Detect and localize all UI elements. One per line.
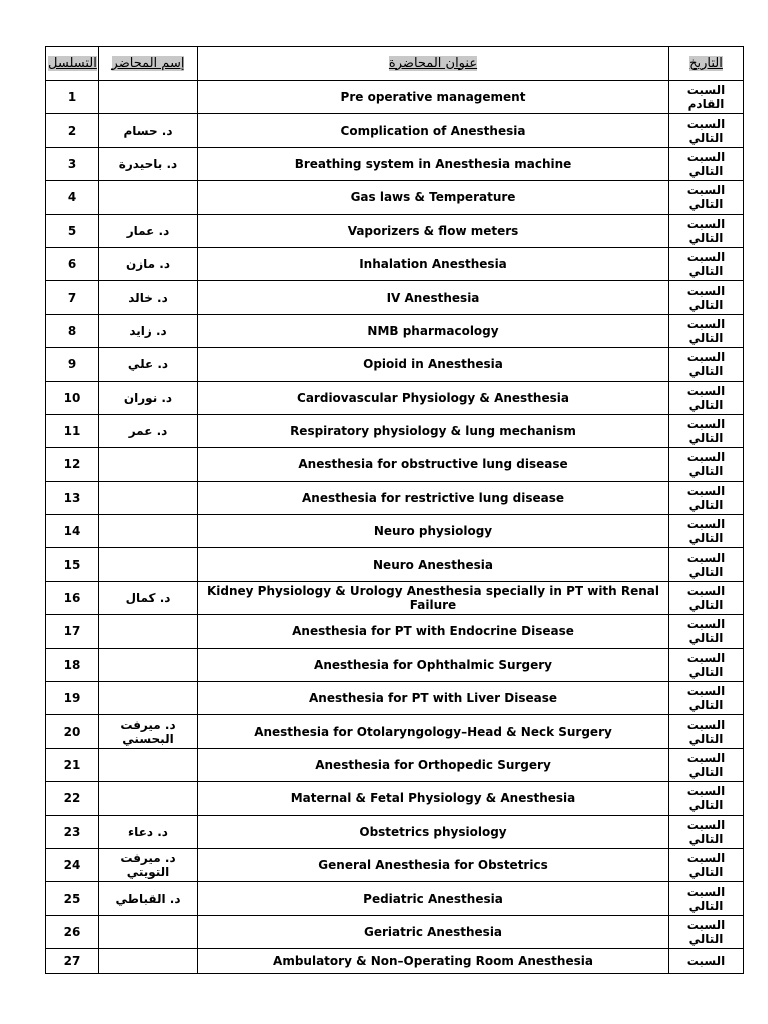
- table-row: [46, 414, 744, 447]
- row-lecturer: د. ميرفت البحسني: [99, 715, 198, 748]
- row-number: 22: [46, 782, 99, 815]
- header-title: [198, 47, 669, 81]
- row-date: السبت القادم: [669, 81, 744, 114]
- table-row: [46, 181, 744, 214]
- row-date: السبت التالي: [669, 381, 744, 414]
- row-lecturer: د. عمر: [99, 414, 198, 447]
- row-date: السبت التالي: [669, 348, 744, 381]
- header-lecturer-label: إسم المحاضر: [111, 55, 185, 71]
- row-date: السبت التالي: [669, 915, 744, 948]
- row-number: 16: [46, 581, 99, 614]
- row-lecturer: د. علي: [99, 348, 198, 381]
- table-row: [46, 848, 744, 881]
- table-row: [46, 515, 744, 548]
- table-row: [46, 715, 744, 748]
- schedule-body: [46, 47, 744, 974]
- row-date: السبت التالي: [669, 181, 744, 214]
- row-number: 18: [46, 648, 99, 681]
- row-lecturer: [99, 748, 198, 781]
- row-lecturer: د. عمار: [99, 214, 198, 247]
- row-date: السبت التالي: [669, 682, 744, 715]
- row-number: 8: [46, 314, 99, 347]
- row-title: Anesthesia for PT with Liver Disease: [198, 682, 669, 715]
- row-lecturer: [99, 615, 198, 648]
- row-date: السبت التالي: [669, 548, 744, 581]
- header-row: [46, 47, 744, 81]
- row-date: السبت التالي: [669, 114, 744, 147]
- table-row: [46, 748, 744, 781]
- table-row: [46, 247, 744, 280]
- row-lecturer: [99, 515, 198, 548]
- row-lecturer: [99, 81, 198, 114]
- row-title: Obstetrics physiology: [198, 815, 669, 848]
- row-lecturer: [99, 481, 198, 514]
- row-number: 20: [46, 715, 99, 748]
- row-title: Maternal & Fetal Physiology & Anesthesia: [198, 782, 669, 815]
- row-title: Respiratory physiology & lung mechanism: [198, 414, 669, 447]
- row-title: Anesthesia for Ophthalmic Surgery: [198, 648, 669, 681]
- row-number: 11: [46, 414, 99, 447]
- table-row: [46, 214, 744, 247]
- row-title: Neuro Anesthesia: [198, 548, 669, 581]
- row-date: السبت التالي: [669, 481, 744, 514]
- table-row: [46, 648, 744, 681]
- row-lecturer: [99, 915, 198, 948]
- row-lecturer: [99, 448, 198, 481]
- row-lecturer: د. زايد: [99, 314, 198, 347]
- row-number: 2: [46, 114, 99, 147]
- table-row: [46, 281, 744, 314]
- row-date: السبت التالي: [669, 515, 744, 548]
- row-title: Kidney Physiology & Urology Anesthesia specially in PT with Renal Failure: [198, 581, 669, 614]
- row-title: Anesthesia for Otolaryngology–Head & Neck Surgery: [198, 715, 669, 748]
- row-number: 1: [46, 81, 99, 114]
- table-row: [46, 815, 744, 848]
- row-number: 5: [46, 214, 99, 247]
- row-title: Anesthesia for PT with Endocrine Disease: [198, 615, 669, 648]
- header-serial-label: التسلسل: [48, 55, 97, 71]
- table-row: [46, 448, 744, 481]
- row-number: 7: [46, 281, 99, 314]
- table-row: [46, 81, 744, 114]
- table-row: [46, 314, 744, 347]
- row-title: Gas laws & Temperature: [198, 181, 669, 214]
- row-title: Neuro physiology: [198, 515, 669, 548]
- row-lecturer: د. نوران: [99, 381, 198, 414]
- row-lecturer: د. ميرفت التويتي: [99, 848, 198, 881]
- header-date-label: التاريخ: [689, 55, 723, 71]
- row-date: السبت التالي: [669, 615, 744, 648]
- row-date: السبت التالي: [669, 748, 744, 781]
- row-lecturer: [99, 181, 198, 214]
- row-lecturer: د. مازن: [99, 247, 198, 280]
- row-title: Complication of Anesthesia: [198, 114, 669, 147]
- row-title: Cardiovascular Physiology & Anesthesia: [198, 381, 669, 414]
- row-title: Pediatric Anesthesia: [198, 882, 669, 915]
- row-lecturer: [99, 782, 198, 815]
- row-lecturer: د. باحيدرة: [99, 147, 198, 180]
- row-date: السبت التالي: [669, 648, 744, 681]
- row-number: 14: [46, 515, 99, 548]
- row-date: السبت التالي: [669, 147, 744, 180]
- row-number: 23: [46, 815, 99, 848]
- row-lecturer: د. خالد: [99, 281, 198, 314]
- row-lecturer: [99, 548, 198, 581]
- table-row: [46, 581, 744, 614]
- row-lecturer: [99, 648, 198, 681]
- row-number: 19: [46, 682, 99, 715]
- table-row: [46, 915, 744, 948]
- row-date: السبت التالي: [669, 815, 744, 848]
- row-title: Opioid in Anesthesia: [198, 348, 669, 381]
- row-number: 27: [46, 949, 99, 974]
- row-lecturer: د. القباطي: [99, 882, 198, 915]
- table-row: [46, 882, 744, 915]
- row-number: 26: [46, 915, 99, 948]
- header-date: [669, 47, 744, 81]
- table-row: [46, 782, 744, 815]
- row-number: 4: [46, 181, 99, 214]
- table-row: [46, 381, 744, 414]
- row-date: السبت التالي: [669, 247, 744, 280]
- row-title: NMB pharmacology: [198, 314, 669, 347]
- row-title: General Anesthesia for Obstetrics: [198, 848, 669, 881]
- row-date: السبت التالي: [669, 581, 744, 614]
- row-date: السبت التالي: [669, 882, 744, 915]
- table-row: [46, 949, 744, 974]
- row-title: Inhalation Anesthesia: [198, 247, 669, 280]
- row-number: 12: [46, 448, 99, 481]
- row-number: 17: [46, 615, 99, 648]
- row-number: 24: [46, 848, 99, 881]
- row-number: 15: [46, 548, 99, 581]
- row-lecturer: [99, 949, 198, 974]
- row-lecturer: [99, 682, 198, 715]
- header-lecturer: [99, 47, 198, 81]
- table-row: [46, 481, 744, 514]
- row-lecturer: د. دعاء: [99, 815, 198, 848]
- row-date: السبت التالي: [669, 848, 744, 881]
- row-date: السبت: [669, 949, 744, 974]
- row-number: 25: [46, 882, 99, 915]
- row-title: Anesthesia for Orthopedic Surgery: [198, 748, 669, 781]
- table-row: [46, 147, 744, 180]
- row-number: 9: [46, 348, 99, 381]
- header-title-label: عنوان المحاضرة: [388, 55, 478, 71]
- row-title: Pre operative management: [198, 81, 669, 114]
- row-title: Anesthesia for obstructive lung disease: [198, 448, 669, 481]
- row-number: 21: [46, 748, 99, 781]
- row-title: Vaporizers & flow meters: [198, 214, 669, 247]
- row-number: 6: [46, 247, 99, 280]
- header-serial: [46, 47, 99, 81]
- table-row: [46, 348, 744, 381]
- row-title: Breathing system in Anesthesia machine: [198, 147, 669, 180]
- row-date: السبت التالي: [669, 214, 744, 247]
- row-number: 10: [46, 381, 99, 414]
- row-number: 13: [46, 481, 99, 514]
- table-row: [46, 615, 744, 648]
- row-date: السبت التالي: [669, 414, 744, 447]
- lecture-schedule-table: [45, 46, 744, 974]
- row-lecturer: د. حسام: [99, 114, 198, 147]
- row-title: Ambulatory & Non–Operating Room Anesthesia: [198, 949, 669, 974]
- row-date: السبت التالي: [669, 715, 744, 748]
- table-row: [46, 682, 744, 715]
- row-date: السبت التالي: [669, 281, 744, 314]
- row-title: Anesthesia for restrictive lung disease: [198, 481, 669, 514]
- row-date: السبت التالي: [669, 448, 744, 481]
- row-lecturer: د. كمال: [99, 581, 198, 614]
- row-date: السبت التالي: [669, 314, 744, 347]
- row-date: السبت التالي: [669, 782, 744, 815]
- table-row: [46, 548, 744, 581]
- row-title: Geriatric Anesthesia: [198, 915, 669, 948]
- row-title: IV Anesthesia: [198, 281, 669, 314]
- row-number: 3: [46, 147, 99, 180]
- table-row: [46, 114, 744, 147]
